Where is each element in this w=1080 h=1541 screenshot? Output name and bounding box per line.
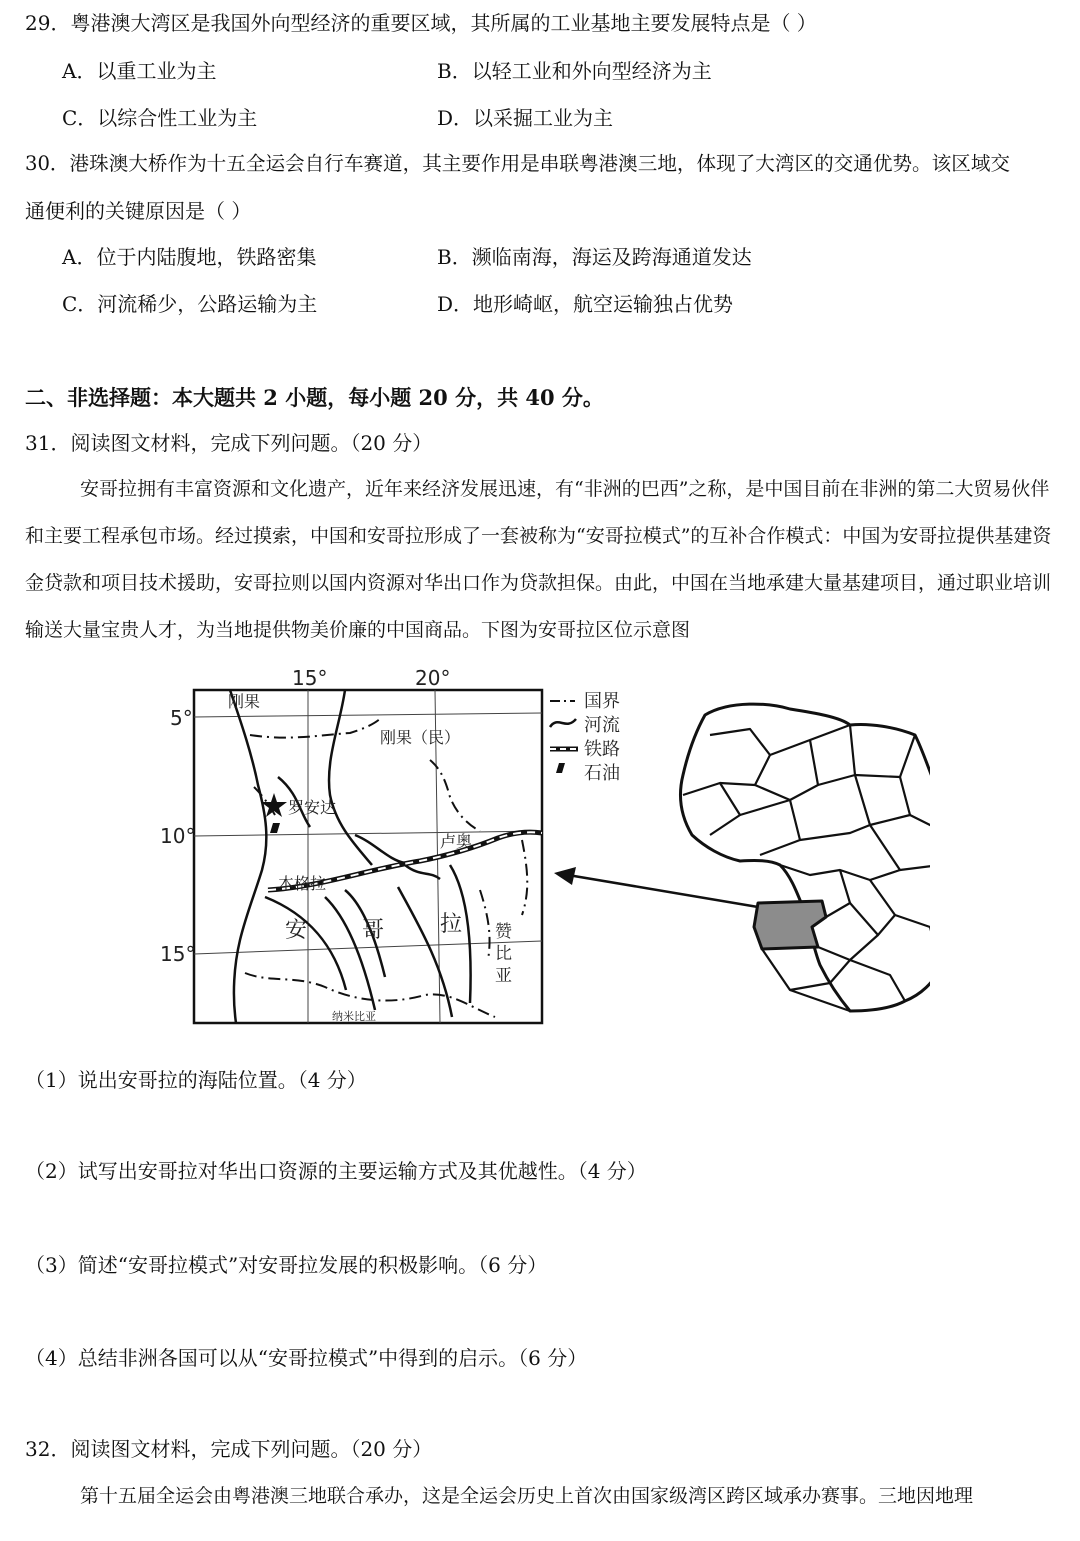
q31-stem: 31．阅读图文材料，完成下列问题。（20 分） — [25, 431, 433, 455]
q30-stem-line1: 30．港珠澳大桥作为十五全运会自行车赛道，其主要作用是串联粤港澳三地，体现了大湾区的交通优势。该区域交 — [25, 152, 1011, 175]
q29-stem: 29．粤港澳大湾区是我国外向型经济的重要区域，其所属的工业基地主要发展特点是（ ） — [25, 11, 817, 35]
q32-material: 第十五届全运会由粤港澳三地联合承办，这是全运会历史上首次由国家级湾区跨区域承办赛事。三地因地理 — [80, 1485, 974, 1507]
legend-oil-icon — [556, 763, 565, 773]
q30-option-a: A．位于内陆腹地，铁路密集 — [62, 245, 317, 269]
legend-oil: 石油 — [584, 763, 620, 784]
angola-location-map — [150, 665, 930, 1035]
place-zambia-char3: 亚 — [495, 966, 512, 986]
q31-material — [25, 466, 1060, 654]
q31-subquestion-1: （1）说出安哥拉的海陆位置。（4 分） — [25, 1068, 367, 1092]
place-benguela: 本格拉 — [278, 874, 327, 893]
place-angola-char1: 安 — [285, 918, 308, 943]
lat-label-15: 15° — [160, 942, 196, 966]
q29-option-a: A．以重工业为主 — [62, 59, 217, 83]
section2-heading: 二、非选择题：本大题共 2 小题，每小题 20 分，共 40 分。 — [25, 385, 604, 410]
angola-map-svg — [150, 665, 930, 1035]
place-angola-char2: 哥 — [362, 918, 385, 943]
q31-subquestion-2: （2）试写出安哥拉对华出口资源的主要运输方式及其优越性。（4 分） — [25, 1159, 647, 1183]
legend-border: 国界 — [584, 691, 620, 712]
q30-option-b: B．濒临南海，海运及跨海通道发达 — [437, 245, 752, 269]
legend-river: 河流 — [584, 715, 620, 736]
place-drc: 刚果（民） — [380, 728, 461, 747]
africa-map — [680, 704, 930, 1011]
q31-subquestion-4: （4）总结非洲各国可以从“安哥拉模式”中得到的启示。（6 分） — [25, 1346, 588, 1370]
lon-label-20: 20° — [415, 666, 451, 690]
angola-highlight — [754, 901, 826, 949]
q31-material-text: 安哥拉拥有丰富资源和文化遗产，近年来经济发展迅速，有“非洲的巴西”之称，是中国目前在非洲的第二大贸易伙伴和主要工程承包市场。经过摸索，中国和安哥拉形成了一套被称为“安哥拉模式”的互补合作模式：中国为安哥拉提供基建资金贷款和项目技术援助，安哥拉则以国内资源对华出口作为贷款担保。由此，中国在当地承建大量基建项目，通过职业培训输送大量宝贵人才，为当地提供物美价廉的中国商品。下图为安哥拉区位示意图 — [25, 478, 1052, 641]
place-zambia-char2: 比 — [495, 944, 512, 964]
place-angola-char3: 拉 — [440, 912, 463, 937]
pointer-arrow-line — [568, 875, 758, 907]
legend-railway: 铁路 — [584, 739, 620, 760]
q29-option-b: B．以轻工业和外向型经济为主 — [437, 59, 712, 83]
place-namibia: 纳米比亚 — [332, 1010, 376, 1023]
q31-subquestion-3: （3）简述“安哥拉模式”对安哥拉发展的积极影响。（6 分） — [25, 1253, 548, 1277]
place-zambia-char1: 赞 — [495, 922, 512, 942]
q32-stem: 32．阅读图文材料，完成下列问题。（20 分） — [25, 1437, 433, 1461]
lat-label-5: 5° — [170, 706, 193, 730]
q29-option-c: C．以综合性工业为主 — [62, 106, 258, 130]
map-legend — [550, 691, 620, 784]
pointer-arrow-head — [554, 867, 576, 885]
lat-label-10: 10° — [160, 824, 196, 848]
place-congo: 刚果 — [228, 692, 261, 711]
lon-label-15: 15° — [292, 666, 328, 690]
q29-option-d: D．以采掘工业为主 — [437, 106, 614, 130]
place-luanda: 罗安达 — [288, 798, 337, 817]
q30-stem-line2: 通便利的关键原因是（ ） — [25, 199, 252, 223]
place-luao: 卢奥 — [440, 832, 473, 851]
q30-option-c: C．河流稀少，公路运输为主 — [62, 292, 318, 316]
q30-option-d: D．地形崎岖，航空运输独占优势 — [437, 292, 734, 316]
